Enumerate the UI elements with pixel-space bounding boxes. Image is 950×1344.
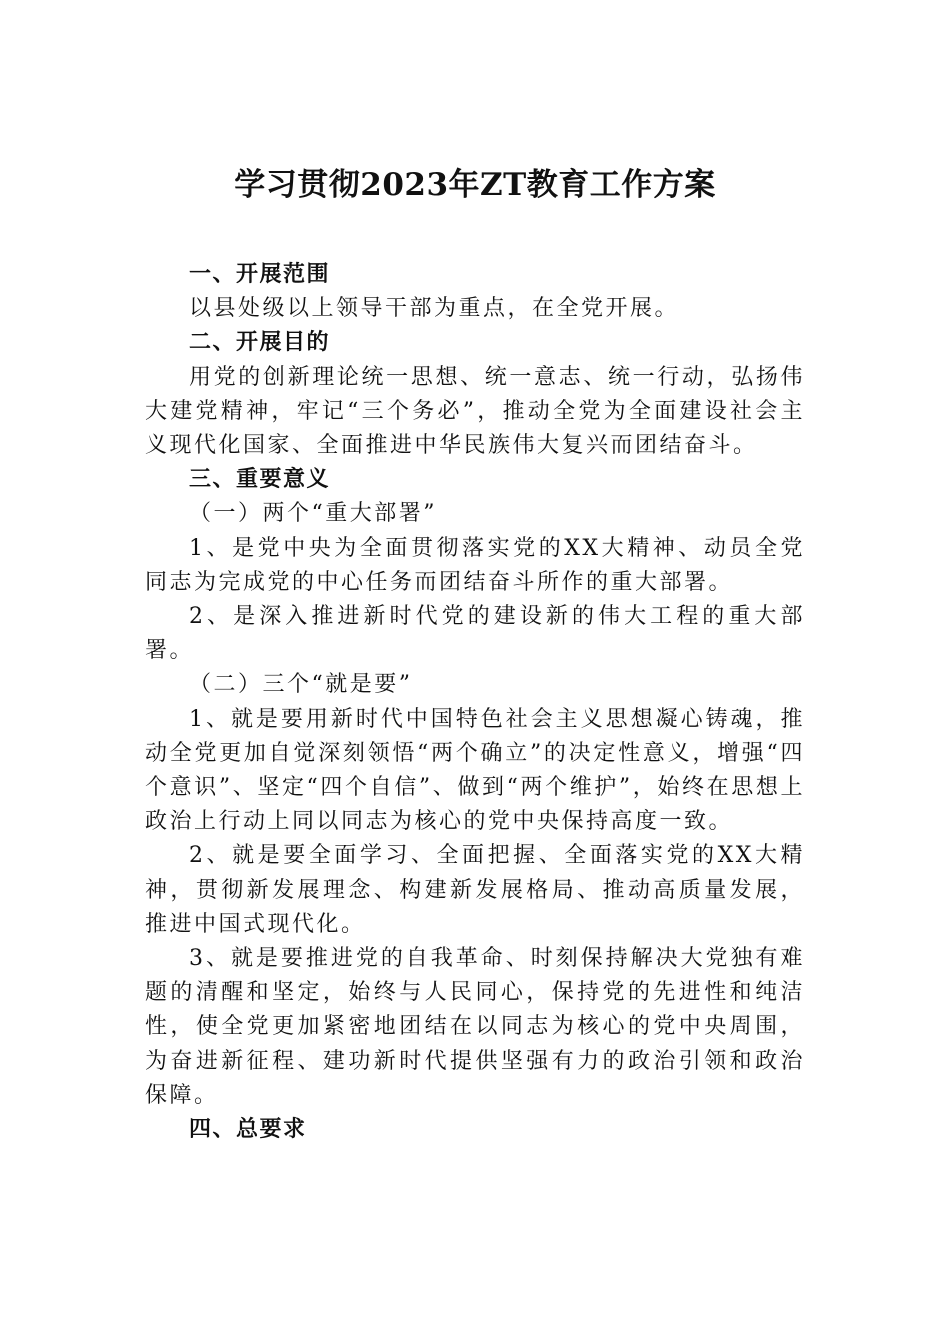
section-heading-significance: 三、重要意义 xyxy=(189,467,331,493)
paragraph-deployment-1: 1、是党中央为全面贯彻落实党的XX大精神、动员全党同志为完成党的中心任务而团结奋斗所作的重大部署。 xyxy=(145,535,805,595)
paragraph-purpose: 用党的创新理论统一思想、统一意志、统一行动，弘扬伟大建党精神，牢记“三个务必”，推动全党为全面建设社会主义现代化国家、全面推进中华民族伟大复兴而团结奋斗。 xyxy=(145,364,805,459)
document-body xyxy=(145,258,805,1147)
section-heading-purpose: 二、开展目的 xyxy=(189,330,331,356)
subheading-two-deployments: （一）两个“重大部署” xyxy=(189,501,437,527)
paragraph-must-3: 3、就是要推进党的自我革命、时刻保持解决大党独有难题的清醒和坚定，始终与人民同心，保持党的先进性和纯洁性，使全党更加紧密地团结在以同志为核心的党中央周围，为奋进新征程、建功新时代提供坚强有力的政治引领和政治保障。 xyxy=(145,946,805,1108)
paragraph-deployment-2: 2、是深入推进新时代党的建设新的伟大工程的重大部署。 xyxy=(145,604,805,664)
section-heading-scope: 一、开展范围 xyxy=(189,262,331,287)
document-title: 学习贯彻2023年ZT教育工作方案 xyxy=(234,167,716,203)
paragraph-must-1: 1、就是要用新时代中国特色社会主义思想凝心铸魂，推动全党更加自觉深刻领悟“两个确立”的决定性意义，增强“四个意识”、坚定“四个自信”、做到“两个维护”，始终在思想上政治上行动上同以同志为核心的党中央保持高度一致。 xyxy=(145,706,805,835)
subheading-three-musts: （二）三个“就是要” xyxy=(189,672,413,698)
section-heading-requirements: 四、总要求 xyxy=(189,1117,307,1143)
paragraph-scope: 以县处级以上领导干部为重点，在全党开展。 xyxy=(189,296,680,322)
paragraph-must-2: 2、就是要全面学习、全面把握、全面落实党的XX大精神，贯彻新发展理念、构建新发展格局、推动高质量发展，推进中国式现代化。 xyxy=(145,843,805,937)
